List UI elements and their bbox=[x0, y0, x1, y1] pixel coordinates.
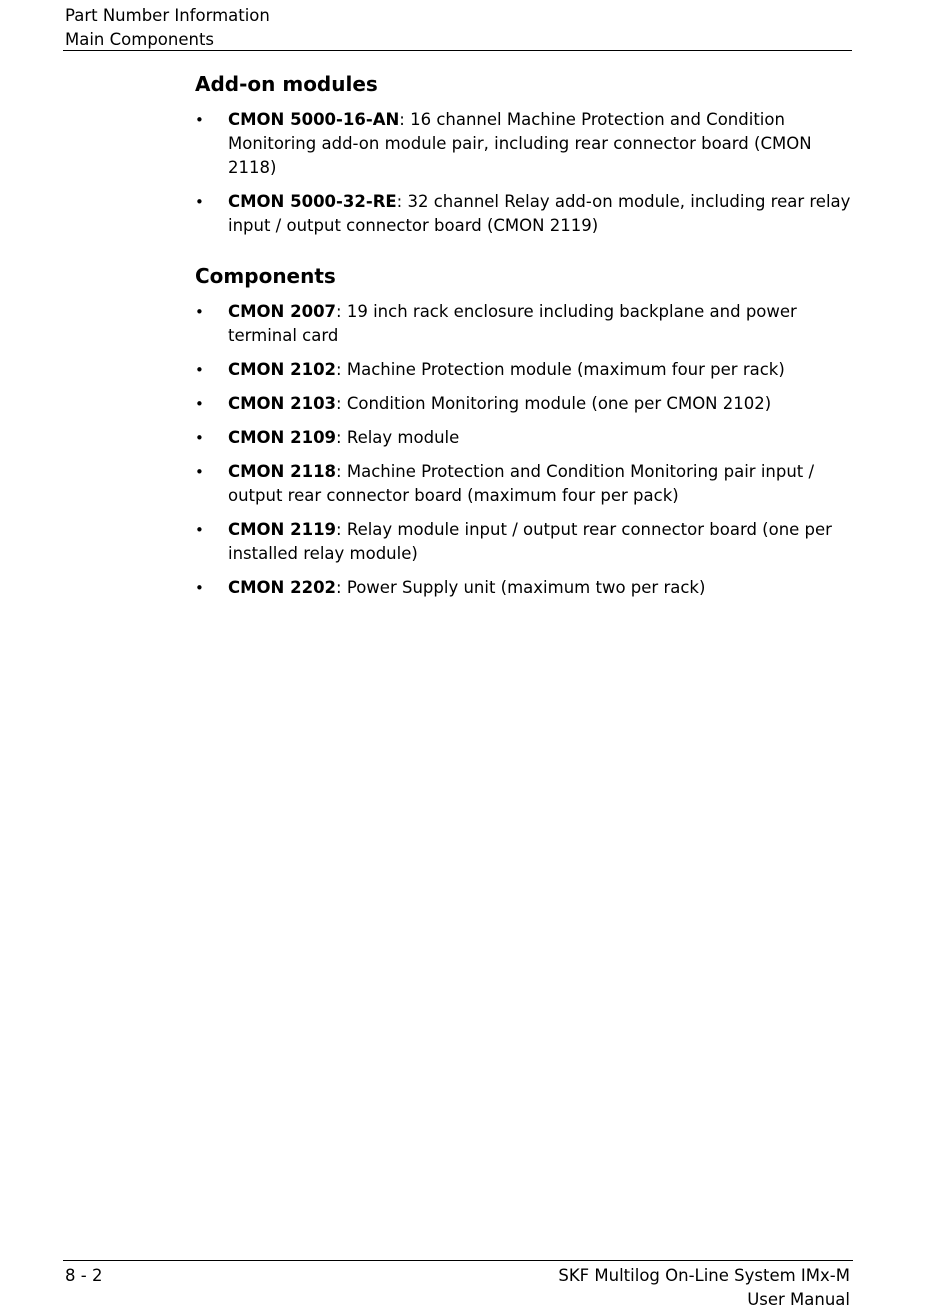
bullet-icon: • bbox=[195, 303, 204, 321]
part-description: : Power Supply unit (maximum two per rack) bbox=[336, 578, 706, 597]
bullet-icon: • bbox=[195, 361, 204, 379]
part-code: CMON 2109 bbox=[228, 428, 337, 447]
document-title-line1: SKF Multilog On-Line System IMx-M bbox=[558, 1266, 850, 1285]
part-description: : Machine Protection and Condition Monitoring pair input / output rear connector board (maximum four per pack) bbox=[228, 462, 815, 505]
document-title-line2: User Manual bbox=[747, 1290, 850, 1309]
list-item bbox=[195, 392, 855, 416]
part-code: CMON 2118 bbox=[228, 462, 337, 481]
page-number: 8 - 2 bbox=[65, 1266, 103, 1285]
part-description: : Condition Monitoring module (one per CMON 2102) bbox=[336, 394, 772, 413]
header-divider bbox=[63, 50, 852, 51]
part-description: : 16 channel Machine Protection and Condition Monitoring add-on module pair, including rear connector board (CMON 2118) bbox=[228, 110, 812, 177]
section-title-addon: Add-on modules bbox=[195, 72, 378, 96]
main-content bbox=[195, 70, 855, 624]
section-title-components: Components bbox=[195, 264, 336, 288]
header-section: Main Components bbox=[65, 30, 215, 49]
page-header bbox=[65, 4, 852, 52]
bullet-icon: • bbox=[195, 521, 204, 539]
bullet-icon: • bbox=[195, 193, 204, 211]
list-item bbox=[195, 190, 855, 238]
bullet-icon: • bbox=[195, 429, 204, 447]
list-item bbox=[195, 576, 855, 600]
components-list bbox=[195, 300, 855, 600]
addon-modules-section bbox=[195, 70, 855, 238]
list-item bbox=[195, 426, 855, 450]
part-code: CMON 2119 bbox=[228, 520, 337, 539]
header-chapter: Part Number Information bbox=[65, 6, 270, 25]
part-description: : Relay module bbox=[336, 428, 460, 447]
addon-list bbox=[195, 108, 855, 238]
list-item bbox=[195, 460, 855, 508]
part-code: CMON 5000-32-RE bbox=[228, 192, 397, 211]
bullet-icon: • bbox=[195, 395, 204, 413]
part-description: : Machine Protection module (maximum four per rack) bbox=[336, 360, 785, 379]
components-section bbox=[195, 262, 855, 600]
part-code: CMON 2007 bbox=[228, 302, 337, 321]
list-item bbox=[195, 108, 855, 180]
footer-divider bbox=[63, 1260, 853, 1261]
bullet-icon: • bbox=[195, 111, 204, 129]
document-title bbox=[558, 1264, 850, 1312]
part-description: : Relay module input / output rear connector board (one per installed relay module) bbox=[228, 520, 832, 563]
list-item bbox=[195, 300, 855, 348]
bullet-icon: • bbox=[195, 579, 204, 597]
bullet-icon: • bbox=[195, 463, 204, 481]
part-code: CMON 5000-16-AN bbox=[228, 110, 400, 129]
part-code: CMON 2102 bbox=[228, 360, 337, 379]
part-description: : 19 inch rack enclosure including backplane and power terminal card bbox=[228, 302, 797, 345]
part-description: : 32 channel Relay add-on module, including rear relay input / output connector board (CMON 2119) bbox=[228, 192, 851, 235]
part-code: CMON 2202 bbox=[228, 578, 337, 597]
part-code: CMON 2103 bbox=[228, 394, 337, 413]
list-item bbox=[195, 358, 855, 382]
list-item bbox=[195, 518, 855, 566]
